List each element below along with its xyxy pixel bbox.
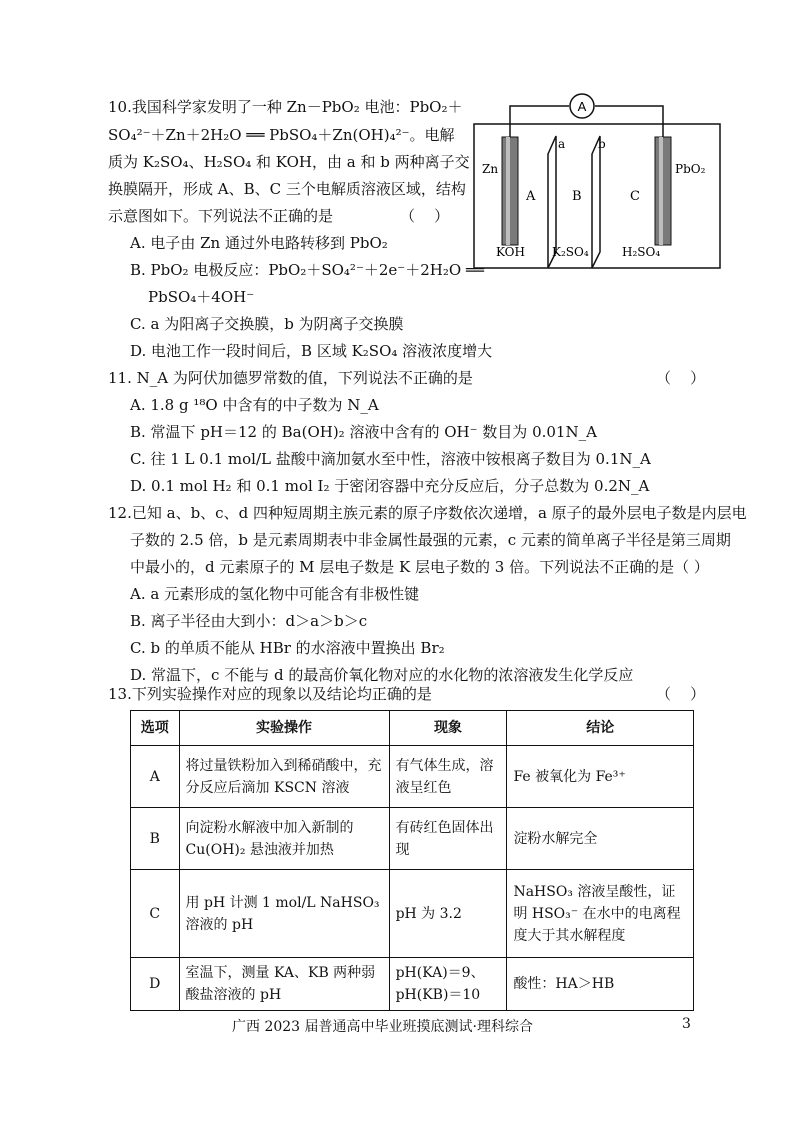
q11-answer-bracket: （ ） (656, 369, 706, 387)
header-operation: 实验操作 (179, 711, 389, 746)
q10-option-a: A. 电子由 Zn 通过外电路转移到 PbO₂ (130, 234, 388, 252)
ammeter-label: A (577, 99, 587, 114)
row-b-phenomenon: 有砖红色固体出现 (389, 808, 507, 870)
row-d-phenomenon: pH(KA)＝9、pH(KB)＝10 (389, 958, 507, 1011)
zn-electrode-shine (506, 137, 510, 245)
q11-option-b: B. 常温下 pH＝12 的 Ba(OH)₂ 溶液中含有的 OH⁻ 数目为 0.01N_A (130, 423, 597, 441)
q12-option-a: A. a 元素形成的氢化物中可能含有非极性键 (130, 585, 420, 603)
q11-option-c: C. 往 1 L 0.1 mol/L 盐酸中滴加氨水至中性，溶液中铵根离子数目为 0.1N_A (130, 450, 651, 468)
q12-stem-line-3: 中最小的，d 元素原子的 M 层电子数是 K 层电子数的 3 倍。下列说法不正确的是（ ） (130, 558, 709, 576)
q11-option-d: D. 0.1 mol H₂ 和 0.1 mol I₂ 于密闭容器中充分反应后，分子总数为 0.2N_A (130, 477, 650, 495)
row-b-operation: 向淀粉水解液中加入新制的 Cu(OH)₂ 悬浊液并加热 (179, 808, 389, 870)
row-a-conclusion: Fe 被氧化为 Fe³⁺ (507, 746, 694, 808)
header-phenomenon: 现象 (389, 711, 507, 746)
q11-option-a: A. 1.8 g ¹⁸O 中含有的中子数为 N_A (130, 396, 379, 414)
q10-stem-line-5: 示意图如下。下列说法不正确的是 (108, 207, 334, 225)
header-option: 选项 (131, 711, 180, 746)
q12-stem-line-2: 子数的 2.5 倍，b 是元素周期表中非金属性最强的元素，c 元素的简单离子半径是第三周期 (130, 531, 731, 549)
header-conclusion: 结论 (507, 711, 694, 746)
region-a-label: A (526, 189, 536, 204)
q10-option-b: B. PbO₂ 电极反应：PbO₂＋SO₄²⁻＋2e⁻＋2H₂O ══ (130, 261, 484, 279)
koh-label: KOH (496, 245, 525, 259)
table-row (131, 746, 694, 808)
membrane-b-label: b (598, 137, 606, 151)
wire-right (595, 106, 663, 137)
row-d-conclusion: 酸性：HA＞HB (507, 958, 694, 1011)
battery-diagram (472, 92, 722, 272)
q12-option-b: B. 离子半径由大到小：d＞a＞b＞c (130, 612, 368, 630)
q10-stem-line-3: 质为 K₂SO₄、H₂SO₄ 和 KOH，由 a 和 b 两种离子交 (108, 153, 470, 171)
q12-stem-line-1: 12.已知 a、b、c、d 四种短周期主族元素的原子序数依次递增，a 原子的最外层电子数是内层电 (108, 504, 747, 522)
row-c-conclusion: NaHSO₃ 溶液呈酸性，证明 HSO₃⁻ 在水中的电离程度大于其水解程度 (507, 870, 694, 958)
q10-option-c: C. a 为阳离子交换膜，b 为阴离子交换膜 (130, 315, 404, 333)
row-a-operation: 将过量铁粉加入到稀硝酸中，充分反应后滴加 KSCN 溶液 (179, 746, 389, 808)
q11-stem: 11. N_A 为阿伏加德罗常数的值，下列说法不正确的是 (108, 369, 473, 387)
membrane-a-label: a (558, 137, 566, 151)
page-number: 3 (682, 1016, 691, 1032)
k2so4-label: K₂SO₄ (552, 245, 589, 259)
pbo2-electrode-shine (659, 137, 663, 245)
pbo2-label: PbO₂ (675, 162, 706, 176)
footer-title: 广西 2023 届普通高中毕业班摸底测试·理科综合 (232, 1019, 533, 1035)
zn-label: Zn (482, 162, 499, 176)
row-a-option: A (131, 746, 180, 808)
h2so4-label: H₂SO₄ (622, 245, 661, 259)
region-c-label: C (630, 189, 640, 204)
q10-option-d: D. 电池工作一段时间后，B 区域 K₂SO₄ 溶液浓度增大 (130, 342, 493, 360)
q10-stem-line-1: 10.我国科学家发明了一种 Zn－PbO₂ 电池：PbO₂＋ (108, 98, 463, 116)
q10-stem-line-2: SO₄²⁻＋Zn＋2H₂O ══ PbSO₄＋Zn(OH)₄²⁻。电解 (108, 126, 455, 144)
q10-answer-bracket: （ ） (400, 207, 450, 225)
table-row (131, 870, 694, 958)
row-d-operation: 室温下，测量 KA、KB 两种弱酸盐溶液的 pH (179, 958, 389, 1011)
row-c-operation: 用 pH 计测 1 mol/L NaHSO₃ 溶液的 pH (179, 870, 389, 958)
q10-stem-line-4: 换膜隔开，形成 A、B、C 三个电解质溶液区域，结构 (108, 180, 466, 198)
q13-stem: 13.下列实验操作对应的现象以及结论均正确的是 (108, 685, 432, 703)
row-b-option: B (131, 808, 180, 870)
q13-answer-bracket: （ ） (656, 685, 706, 703)
table-row (131, 808, 694, 870)
row-d-option: D (131, 958, 180, 1011)
row-c-option: C (131, 870, 180, 958)
region-b-label: B (572, 189, 582, 204)
table-row (131, 958, 694, 1011)
row-b-conclusion: 淀粉水解完全 (507, 808, 694, 870)
q12-option-c: C. b 的单质不能从 HBr 的水溶液中置换出 Br₂ (130, 639, 445, 657)
membrane-b (592, 136, 600, 268)
experiment-table (130, 710, 694, 1011)
table-header-row (131, 711, 694, 746)
row-c-phenomenon: pH 为 3.2 (389, 870, 507, 958)
q10-option-b-cont: PbSO₄＋4OH⁻ (148, 288, 255, 306)
row-a-phenomenon: 有气体生成，溶液呈红色 (389, 746, 507, 808)
wire-left (510, 106, 569, 137)
q12-option-d: D. 常温下，c 不能与 d 的最高价氧化物对应的水化物的浓溶液发生化学反应 (130, 666, 634, 684)
